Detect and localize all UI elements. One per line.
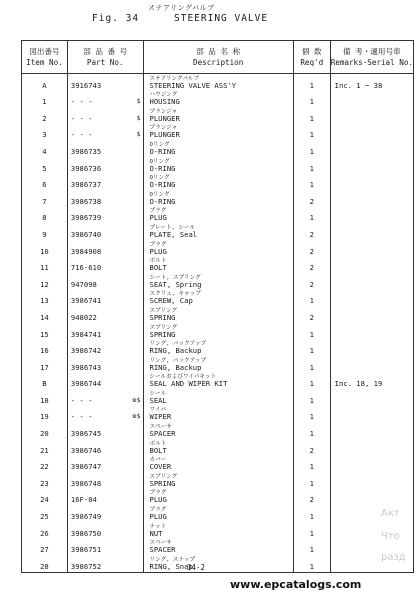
part-no: 3986749 [70, 512, 102, 522]
quantity-required: 1 [293, 107, 330, 124]
remarks [330, 273, 413, 290]
description-cell [143, 555, 293, 572]
part-no-cell [67, 522, 143, 539]
quantity-required: 1 [293, 505, 330, 522]
parts-table [21, 40, 414, 573]
part-no-cell [67, 555, 143, 572]
remarks [330, 91, 413, 108]
table-row [22, 323, 414, 340]
remarks [330, 505, 413, 522]
part-marker: ※$ [131, 396, 141, 404]
item-no: 7 [22, 190, 68, 207]
description-japanese: プラグ [149, 507, 167, 514]
site-url[interactable]: www.epcatalogs.com [230, 578, 362, 591]
quantity-required: 1 [293, 406, 330, 423]
description-japanese: カバー [149, 457, 167, 464]
description: PLUNGER [149, 113, 180, 123]
remarks [330, 323, 413, 340]
remarks [330, 389, 413, 406]
description-japanese: リング, バックアップ [149, 341, 207, 348]
quantity-required: 1 [293, 290, 330, 307]
description: SEAL AND WIPER KIT [149, 379, 228, 389]
remarks [330, 472, 413, 489]
description-japanese: プラグ [149, 208, 167, 215]
table-row [22, 439, 414, 456]
remarks [330, 340, 413, 357]
table-row [22, 373, 414, 390]
description-japanese: Oリング [149, 158, 170, 165]
description-cell [143, 373, 293, 390]
part-no-cell [67, 190, 143, 207]
description-cell [143, 505, 293, 522]
quantity-required: 2 [293, 257, 330, 274]
table-row [22, 555, 414, 572]
table-row [22, 340, 414, 357]
description-japanese: Oリング [149, 191, 170, 198]
part-no: 948022 [70, 312, 97, 322]
header-item-no: 図出番号 Item No. [22, 41, 68, 74]
quantity-required: 1 [293, 74, 330, 91]
description: RING, Snap [149, 561, 193, 571]
table-row [22, 406, 414, 423]
quantity-required: 1 [293, 422, 330, 439]
description-japanese: スプリング [149, 307, 178, 314]
description-japanese: Oリング [149, 175, 170, 182]
part-marker: ※$ [131, 413, 141, 421]
table-row [22, 456, 414, 473]
table-row [22, 422, 414, 439]
description: HOUSING [149, 97, 180, 107]
part-no: - - - [70, 97, 93, 107]
description-cell [143, 323, 293, 340]
item-no: 16 [22, 340, 68, 357]
quantity-required: 2 [293, 223, 330, 240]
description: COVER [149, 462, 172, 472]
item-no: A [22, 74, 68, 91]
description-cell [143, 306, 293, 323]
description-japanese: リング, バックアップ [149, 357, 207, 364]
part-no-cell [67, 306, 143, 323]
description-japanese: スプリング [149, 473, 178, 480]
part-no: - - - [70, 395, 93, 405]
quantity-required: 2 [293, 439, 330, 456]
part-no: - - - [70, 113, 93, 123]
description: SEAL [149, 395, 167, 405]
description-cell [143, 207, 293, 224]
part-no-cell [67, 356, 143, 373]
header-reqd: 個 数 Req'd [293, 41, 330, 74]
description-cell [143, 223, 293, 240]
description: PLATE, Seal [149, 229, 198, 239]
table-row [22, 223, 414, 240]
item-no: 28 [22, 555, 68, 572]
header-description: 部 品 名 称 Description [143, 41, 293, 74]
remarks [330, 207, 413, 224]
description: SPRING [149, 329, 176, 339]
remarks [330, 406, 413, 423]
item-no: 19 [22, 406, 68, 423]
part-no: 3986751 [70, 545, 102, 555]
item-no: 9 [22, 223, 68, 240]
description-cell [143, 406, 293, 423]
part-no-cell [67, 74, 143, 91]
remarks [330, 257, 413, 274]
part-no: 3986750 [70, 528, 102, 538]
table-row [22, 389, 414, 406]
item-no: 2 [22, 107, 68, 124]
description: PLUG [149, 512, 167, 522]
description-japanese: スペーサ [149, 540, 172, 547]
item-no: 11 [22, 257, 68, 274]
part-marker: $ [136, 131, 141, 139]
description-japanese: プラグ [149, 490, 167, 497]
table-row [22, 306, 414, 323]
part-no-cell [67, 406, 143, 423]
description: SCREW, Cap [149, 296, 193, 306]
part-no: - - - [70, 412, 93, 422]
description-japanese: スペーサ [149, 424, 172, 431]
part-no: 3986742 [70, 346, 102, 356]
table-row [22, 356, 414, 373]
remarks [330, 456, 413, 473]
item-no: 22 [22, 456, 68, 473]
item-no: 21 [22, 439, 68, 456]
description-cell [143, 422, 293, 439]
quantity-required: 2 [293, 190, 330, 207]
description: RING, Backup [149, 346, 202, 356]
description: O-RING [149, 163, 176, 173]
description-cell [143, 389, 293, 406]
description: SEAT, Spring [149, 279, 202, 289]
watermark-line-3: разд [381, 552, 406, 563]
item-no: 4 [22, 140, 68, 157]
part-no: - - - [70, 130, 93, 140]
quantity-required: 1 [293, 356, 330, 373]
part-no: 3986747 [70, 462, 102, 472]
description: PLUG [149, 495, 167, 505]
part-no-cell [67, 207, 143, 224]
description-japanese: ボルト [149, 440, 167, 447]
quantity-required: 1 [293, 323, 330, 340]
quantity-required: 1 [293, 522, 330, 539]
part-no-cell [67, 174, 143, 191]
description-cell [143, 107, 293, 124]
item-no: 24 [22, 489, 68, 506]
remarks [330, 290, 413, 307]
item-no: 27 [22, 539, 68, 556]
page-number: 34-2 [187, 563, 206, 572]
item-no: 3 [22, 124, 68, 141]
description: O-RING [149, 180, 176, 190]
table-row [22, 273, 414, 290]
table-row [22, 539, 414, 556]
part-no: 3984741 [70, 329, 102, 339]
item-no: 15 [22, 323, 68, 340]
part-no: 716-610 [70, 263, 102, 273]
part-no: 3986743 [70, 362, 102, 372]
description-japanese: プランジャ [149, 125, 178, 132]
item-no: 14 [22, 306, 68, 323]
quantity-required: 2 [293, 306, 330, 323]
description-cell [143, 340, 293, 357]
description-cell [143, 257, 293, 274]
quantity-required: 1 [293, 207, 330, 224]
description-cell [143, 140, 293, 157]
item-no: 5 [22, 157, 68, 174]
quantity-required: 2 [293, 489, 330, 506]
item-no: B [22, 373, 68, 390]
description-japanese: ステアリングバルブ [149, 75, 200, 82]
part-no-cell [67, 389, 143, 406]
quantity-required: 1 [293, 174, 330, 191]
table-row [22, 257, 414, 274]
quantity-required: 1 [293, 340, 330, 357]
header-part-no: 部 品 番 号 Part No. [67, 41, 143, 74]
figure-title-japanese: ステアリングバルブ [148, 4, 215, 12]
part-no-cell [67, 273, 143, 290]
description-cell [143, 439, 293, 456]
part-no: 3986744 [70, 379, 102, 389]
quantity-required: 1 [293, 539, 330, 556]
quantity-required: 1 [293, 472, 330, 489]
part-no-cell [67, 240, 143, 257]
remarks [330, 174, 413, 191]
description-cell [143, 472, 293, 489]
description-cell [143, 356, 293, 373]
description-cell [143, 456, 293, 473]
figure-title: STEERING VALVE [174, 13, 269, 24]
part-no-cell [67, 539, 143, 556]
description-japanese: プランジャ [149, 108, 178, 115]
part-no-cell [67, 505, 143, 522]
quantity-required: 1 [293, 91, 330, 108]
quantity-required: 1 [293, 456, 330, 473]
quantity-required: 1 [293, 389, 330, 406]
description-japanese: プラグ [149, 241, 167, 248]
table-row [22, 124, 414, 141]
description-cell [143, 240, 293, 257]
description-japanese: スクリュ, キャップ [149, 291, 201, 298]
table-row [22, 107, 414, 124]
description: O-RING [149, 146, 176, 156]
part-no-cell [67, 107, 143, 124]
table-body [22, 74, 414, 573]
part-no: 3986745 [70, 429, 102, 439]
part-no-cell [67, 489, 143, 506]
remarks [330, 140, 413, 157]
description-japanese: シールおよびワイパキット [149, 374, 217, 381]
description: STEERING VALVE ASS'Y [149, 80, 237, 90]
description-cell [143, 124, 293, 141]
description-japanese: ハウジング [149, 92, 178, 99]
table-row [22, 207, 414, 224]
part-no: 3986739 [70, 213, 102, 223]
description: PLUG [149, 213, 167, 223]
item-no: 25 [22, 505, 68, 522]
description: PLUG [149, 246, 167, 256]
table-row [22, 472, 414, 489]
part-no: 3986752 [70, 561, 102, 571]
part-no-cell [67, 422, 143, 439]
description-cell [143, 290, 293, 307]
description-japanese: リング, スナップ [149, 556, 196, 563]
description: BOLT [149, 263, 167, 273]
quantity-required: 1 [293, 140, 330, 157]
description-japanese: Oリング [149, 141, 170, 148]
table-row [22, 240, 414, 257]
quantity-required: 1 [293, 124, 330, 141]
item-no: 23 [22, 472, 68, 489]
remarks: Inc. 18, 19 [330, 373, 413, 390]
table-row [22, 190, 414, 207]
remarks [330, 522, 413, 539]
table-row [22, 290, 414, 307]
part-no: 3986746 [70, 445, 102, 455]
part-no-cell [67, 257, 143, 274]
description: WIPER [149, 412, 172, 422]
description-japanese: ボルト [149, 258, 167, 265]
description-japanese: ワイパ [149, 407, 167, 414]
description: BOLT [149, 445, 167, 455]
remarks [330, 439, 413, 456]
watermark-line-2: Что [381, 531, 400, 542]
description: SPRING [149, 312, 176, 322]
table-header-row [22, 41, 414, 74]
part-no-cell [67, 124, 143, 141]
item-no: 1 [22, 91, 68, 108]
description: O-RING [149, 196, 176, 206]
description: PLUNGER [149, 130, 180, 140]
item-no: 17 [22, 356, 68, 373]
quantity-required: 2 [293, 273, 330, 290]
remarks [330, 223, 413, 240]
figure-number: Fig. 34 [92, 13, 140, 24]
item-no: 20 [22, 422, 68, 439]
description-japanese: プレート, シール [149, 224, 196, 231]
part-no: 947098 [70, 279, 97, 289]
description-cell [143, 522, 293, 539]
quantity-required: 2 [293, 240, 330, 257]
remarks [330, 240, 413, 257]
description-cell [143, 539, 293, 556]
remarks [330, 306, 413, 323]
table-row [22, 157, 414, 174]
part-no-cell [67, 290, 143, 307]
watermark-line-1: Акт [381, 508, 400, 519]
description: NUT [149, 528, 163, 538]
part-no: 3986741 [70, 296, 102, 306]
description-cell [143, 174, 293, 191]
part-no-cell [67, 157, 143, 174]
description-japanese: ナット [149, 523, 167, 530]
description-cell [143, 273, 293, 290]
description-cell [143, 489, 293, 506]
part-no-cell [67, 472, 143, 489]
table-row [22, 174, 414, 191]
part-no-cell [67, 340, 143, 357]
description-cell [143, 190, 293, 207]
part-no-cell [67, 91, 143, 108]
header-remarks: 備 考・適用号車 Remarks·Serial No. [330, 41, 413, 74]
table-row [22, 74, 414, 91]
description: SPACER [149, 545, 176, 555]
part-marker: $ [136, 98, 141, 106]
remarks [330, 422, 413, 439]
quantity-required: 1 [293, 373, 330, 390]
part-no-cell [67, 223, 143, 240]
part-no: 3986736 [70, 163, 102, 173]
item-no: 10 [22, 240, 68, 257]
part-no: 3986740 [70, 229, 102, 239]
table-row [22, 91, 414, 108]
part-no-cell [67, 439, 143, 456]
part-no: 3984908 [70, 246, 102, 256]
item-no: 6 [22, 174, 68, 191]
part-no: 3986738 [70, 196, 102, 206]
part-no: 3986748 [70, 478, 102, 488]
table-row [22, 522, 414, 539]
remarks [330, 489, 413, 506]
remarks [330, 107, 413, 124]
description-cell [143, 91, 293, 108]
item-no: 26 [22, 522, 68, 539]
description: SPACER [149, 429, 176, 439]
item-no: 8 [22, 207, 68, 224]
part-marker: $ [136, 114, 141, 122]
description-cell [143, 157, 293, 174]
part-no: 3916743 [70, 80, 102, 90]
remarks: Inc. 1 ~ 38 [330, 74, 413, 91]
table-row [22, 489, 414, 506]
quantity-required: 1 [293, 555, 330, 572]
table-row [22, 505, 414, 522]
item-no: 13 [22, 290, 68, 307]
remarks [330, 190, 413, 207]
description-japanese: シール [149, 390, 167, 397]
part-no: 3986737 [70, 180, 102, 190]
part-no-cell [67, 323, 143, 340]
remarks [330, 124, 413, 141]
part-no-cell [67, 456, 143, 473]
description: SPRING [149, 478, 176, 488]
part-no: 16F-04 [70, 495, 97, 505]
description-japanese: スプリング [149, 324, 178, 331]
quantity-required: 1 [293, 157, 330, 174]
item-no: 18 [22, 389, 68, 406]
description-cell [143, 74, 293, 91]
remarks [330, 356, 413, 373]
table-row [22, 140, 414, 157]
part-no-cell [67, 140, 143, 157]
part-no: 3986735 [70, 146, 102, 156]
description-japanese: シート, スプリング [149, 274, 201, 281]
remarks [330, 157, 413, 174]
part-no-cell [67, 373, 143, 390]
item-no: 12 [22, 273, 68, 290]
description: RING, Backup [149, 362, 202, 372]
